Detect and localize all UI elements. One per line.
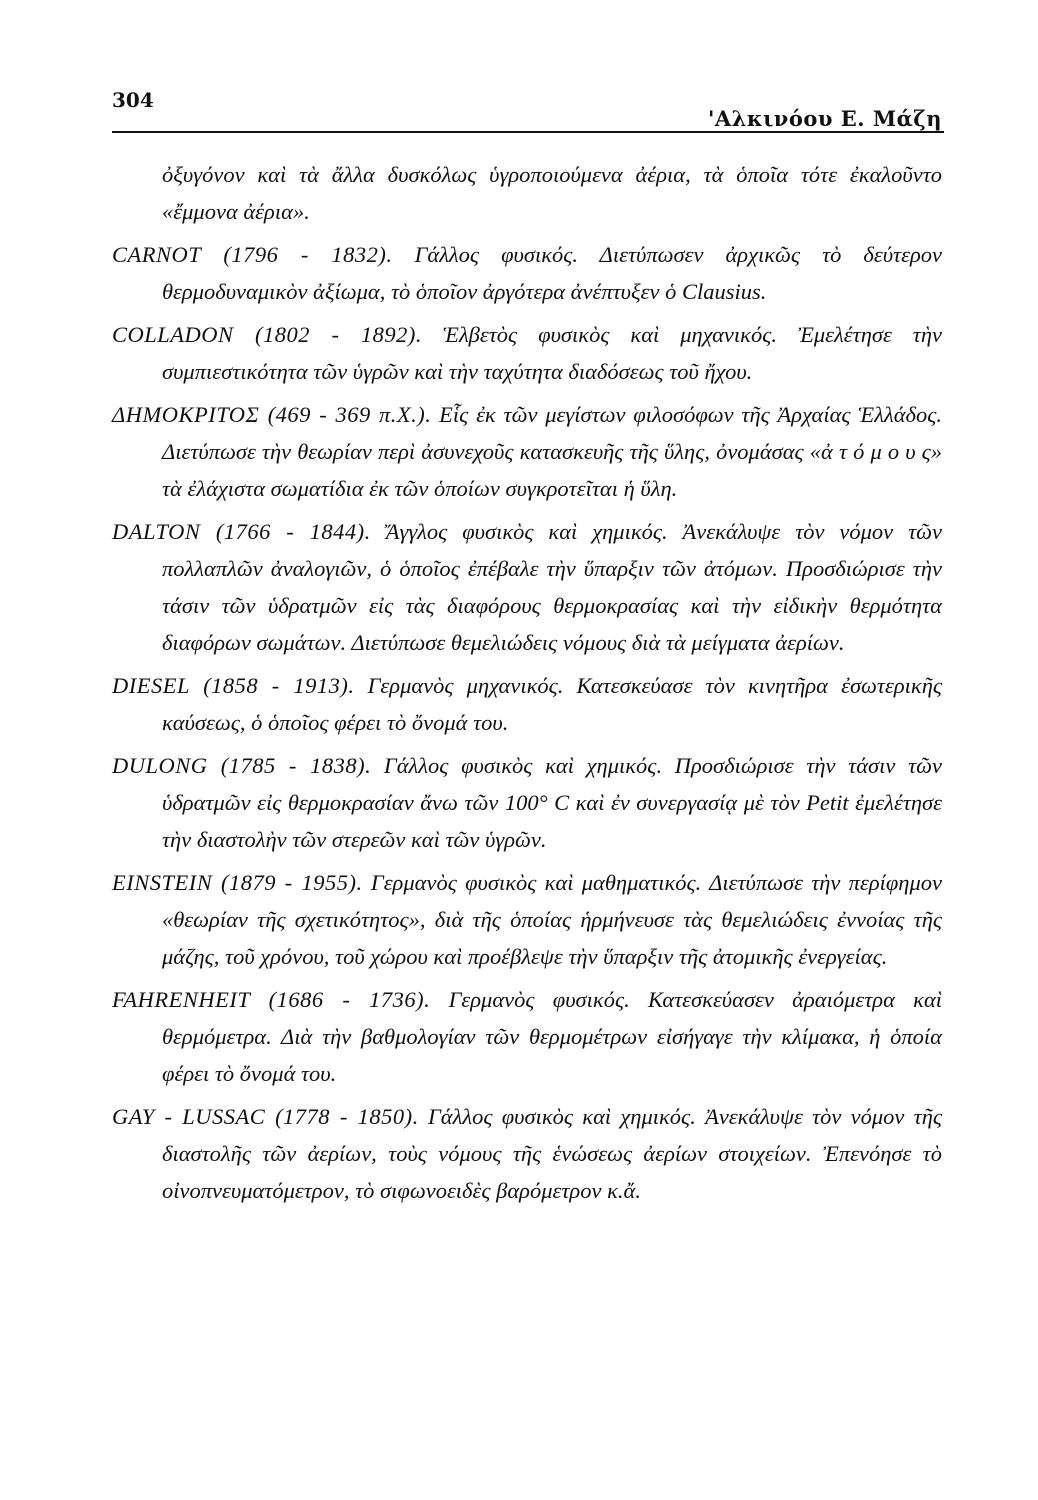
- glossary-entry: [112, 747, 942, 858]
- running-head: 'Αλκινόου Ε. Μάζη: [707, 106, 942, 131]
- entry-text: Γάλλος φυσικός. Διετύπωσεν ἀρχικῶς τὸ δεύτερον θερμοδυναμικὸν ἀξίωμα, τὸ ὁποῖον ἀργότερα ἀνέπτυξεν ὁ Clausius.: [162, 242, 943, 304]
- entry-heading: COLLADON (1802 - 1892).: [112, 322, 423, 347]
- glossary-entry: [112, 513, 942, 661]
- glossary-entry: [112, 396, 942, 507]
- entry-heading: DALTON (1766 - 1844).: [112, 519, 371, 544]
- page-number: 304: [112, 88, 154, 112]
- glossary-entry: [112, 236, 942, 310]
- glossary-entry: [112, 667, 942, 741]
- entry-text: Γερμανὸς μηχανικός. Κατεσκεύασε τὸν κινητῆρα ἐσωτερικῆς καύσεως, ὁ ὁποῖος φέρει τὸ ὄνομά του.: [162, 673, 942, 735]
- entry-heading: EINSTEIN (1879 - 1955).: [112, 870, 363, 895]
- glossary-entry: [112, 864, 942, 975]
- glossary-entry-continuation: [112, 156, 942, 230]
- entry-heading: FAHRENHEIT (1686 - 1736).: [112, 987, 431, 1012]
- page-header: [112, 88, 942, 132]
- entry-heading: DULONG (1785 - 1838).: [112, 753, 372, 778]
- entry-text: Ἄγγλος φυσικὸς καὶ χημικός. Ἀνεκάλυψε τὸν νόμον τῶν πολλαπλῶν ἀναλογιῶν, ὁ ὁποῖος ἐπέβαλε τὴν ὕπαρξιν τῶν ἀτόμων. Προσδιώρισε τὴν τάσιν τῶν ὑδρατμῶν εἰς τὰς διαφόρους θερμοκρασίας καὶ τὴν εἰδικὴν θερμότητα διαφόρων σωμάτων. Διετύπωσε θεμελιώδεις νόμους διὰ τὰ μείγματα ἀερίων.: [162, 519, 943, 655]
- glossary-entry: [112, 981, 942, 1092]
- entry-heading: GAY - LUSSAC (1778 - 1850).: [112, 1104, 419, 1129]
- entry-text: ὀξυγόνον καὶ τὰ ἄλλα δυσκόλως ὑγροποιούμενα ἀέρια, τὰ ὁποῖα τότε ἐκαλοῦντο «ἔμμονα ἀέρια».: [162, 162, 942, 224]
- header-rule: [112, 131, 944, 133]
- glossary-entry: [112, 1098, 942, 1209]
- entry-heading: DIESEL (1858 - 1913).: [112, 673, 355, 698]
- entry-heading: ΔΗΜΟΚΡΙΤΟΣ (469 - 369 π.Χ.).: [112, 402, 432, 427]
- entry-text: Γερμανὸς φυσικός. Κατεσκεύασεν ἀραιόμετρα καὶ θερμόμετρα. Διὰ τὴν βαθμολογίαν τῶν θερμομέτρων εἰσήγαγε τὴν κλίμακα, ἡ ὁποία φέρει τὸ ὄνομά του.: [162, 987, 943, 1086]
- entry-text: Γάλλος φυσικὸς καὶ χημικός. Προσδιώρισε τὴν τάσιν τῶν ὑδρατμῶν εἰς θερμοκρασίαν ἄνω τῶν 100° C καὶ ἐν συνεργασίᾳ μὲ τὸν Petit ἐμελέτησε τὴν διαστολὴν τῶν στερεῶν καὶ τῶν ὑγρῶν.: [162, 753, 942, 852]
- entry-text: Γερμανὸς φυσικὸς καὶ μαθηματικός. Διετύπωσε τὴν περίφημον «θεωρίαν τῆς σχετικότητος», διὰ τῆς ὁποίας ἡρμήνευσε τὰς θεμελιώδεις ἐννοίας τῆς μάζης, τοῦ χρόνου, τοῦ χώρου καὶ προέβλεψε τὴν ὕπαρξιν τῆς ἀτομικῆς ἐνεργείας.: [162, 870, 943, 969]
- entry-heading: CARNOT (1796 - 1832).: [112, 242, 393, 267]
- entry-text: Γάλλος φυσικὸς καὶ χημικός. Ἀνεκάλυψε τὸν νόμον τῆς διαστολῆς τῶν ἀερίων, τοὺς νόμους τῆς ἑνώσεως ἀερίων στοιχείων. Ἐπενόησε τὸ οἰνοπνευματόμετρον, τὸ σιφωνοειδὲς βαρόμετρον κ.ἄ.: [162, 1104, 943, 1203]
- entry-text: Ἑλβετὸς φυσικὸς καὶ μηχανικός. Ἐμελέτησε τὴν συμπιεστικότητα τῶν ὑγρῶν καὶ τὴν ταχύτητα διαδόσεως τοῦ ἤχου.: [162, 322, 942, 384]
- entry-text: Εἷς ἐκ τῶν μεγίστων φιλοσόφων τῆς Ἀρχαίας Ἑλλάδος. Διετύπωσε τὴν θεωρίαν περὶ ἀσυνεχοῦς κατασκευῆς τῆς ὕλης, ὀνομάσας «ἀ τ ό μ ο υ ς» τὰ ἐλάχιστα σωματίδια ἐκ τῶν ὁποίων συγκροτεῖται ἡ ὕλη.: [162, 402, 942, 501]
- glossary-entry: [112, 316, 942, 390]
- glossary-entries: [112, 156, 942, 1215]
